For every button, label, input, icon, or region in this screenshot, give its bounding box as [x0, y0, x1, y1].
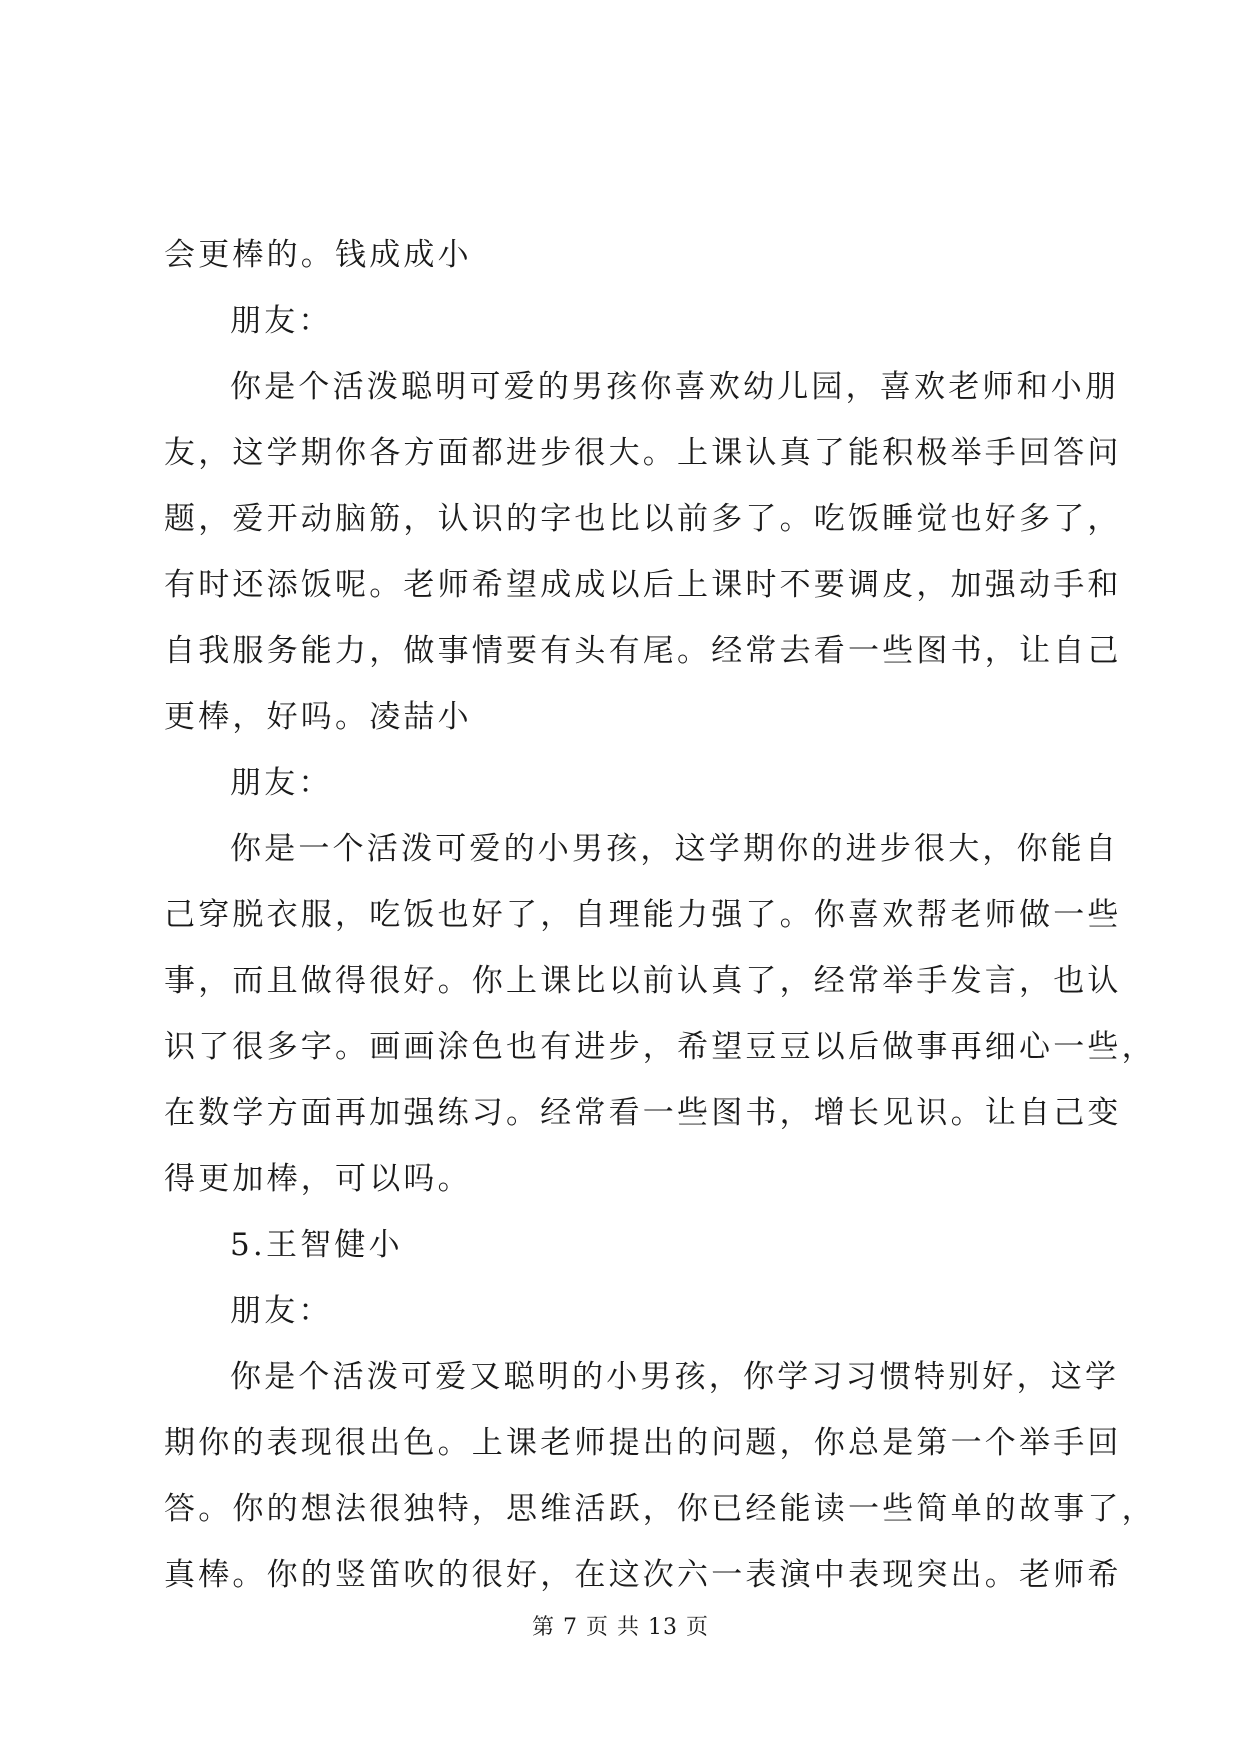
text-line: 朋友： [230, 765, 333, 801]
text-line: 朋友： [230, 1293, 333, 1329]
text-line: 自我服务能力，做事情要有头有尾。经常去看一些图书，让自己 [164, 633, 1122, 669]
text-line: 事，而且做得很好。你上课比以前认真了，经常举手发言，也认 [164, 963, 1122, 999]
text-line: 会更棒的。钱成成小 [164, 237, 472, 273]
text-line: 真棒。你的竖笛吹的很好，在这次六一表演中表现突出。老师希 [164, 1557, 1122, 1593]
text-line: 朋友： [230, 303, 333, 339]
page-number-footer: 第 7 页 共 13 页 [532, 1615, 709, 1640]
text-line: 友，这学期你各方面都进步很大。上课认真了能积极举手回答问 [164, 435, 1122, 471]
text-line: 答。你的想法很独特，思维活跃，你已经能读一些简单的故事了， [164, 1491, 1156, 1527]
paragraph-start-line: 你是个活泼可爱又聪明的小男孩，你学习习惯特别好，这学 [230, 1359, 1120, 1395]
text-line: 得更加棒，可以吗。 [164, 1161, 472, 1197]
text-line: 更棒，好吗。凌喆小 [164, 699, 472, 735]
text-line: 在数学方面再加强练习。经常看一些图书，增长见识。让自己变 [164, 1095, 1122, 1131]
text-line: 期你的表现很出色。上课老师提出的问题，你总是第一个举手回 [164, 1425, 1122, 1461]
text-line: 题，爱开动脑筋，认识的字也比以前多了。吃饭睡觉也好多了， [164, 501, 1122, 537]
text-line: 有时还添饭呢。老师希望成成以后上课时不要调皮，加强动手和 [164, 567, 1122, 603]
text-line: 己穿脱衣服，吃饭也好了，自理能力强了。你喜欢帮老师做一些 [164, 897, 1122, 933]
text-line: 识了很多字。画画涂色也有进步，希望豆豆以后做事再细心一些， [164, 1029, 1156, 1065]
paragraph-start-line: 你是个活泼聪明可爱的男孩你喜欢幼儿园，喜欢老师和小朋 [230, 369, 1120, 405]
paragraph-start-line: 你是一个活泼可爱的小男孩，这学期你的进步很大，你能自 [230, 831, 1120, 867]
numbered-heading-line: 5.王智健小 [230, 1227, 403, 1263]
